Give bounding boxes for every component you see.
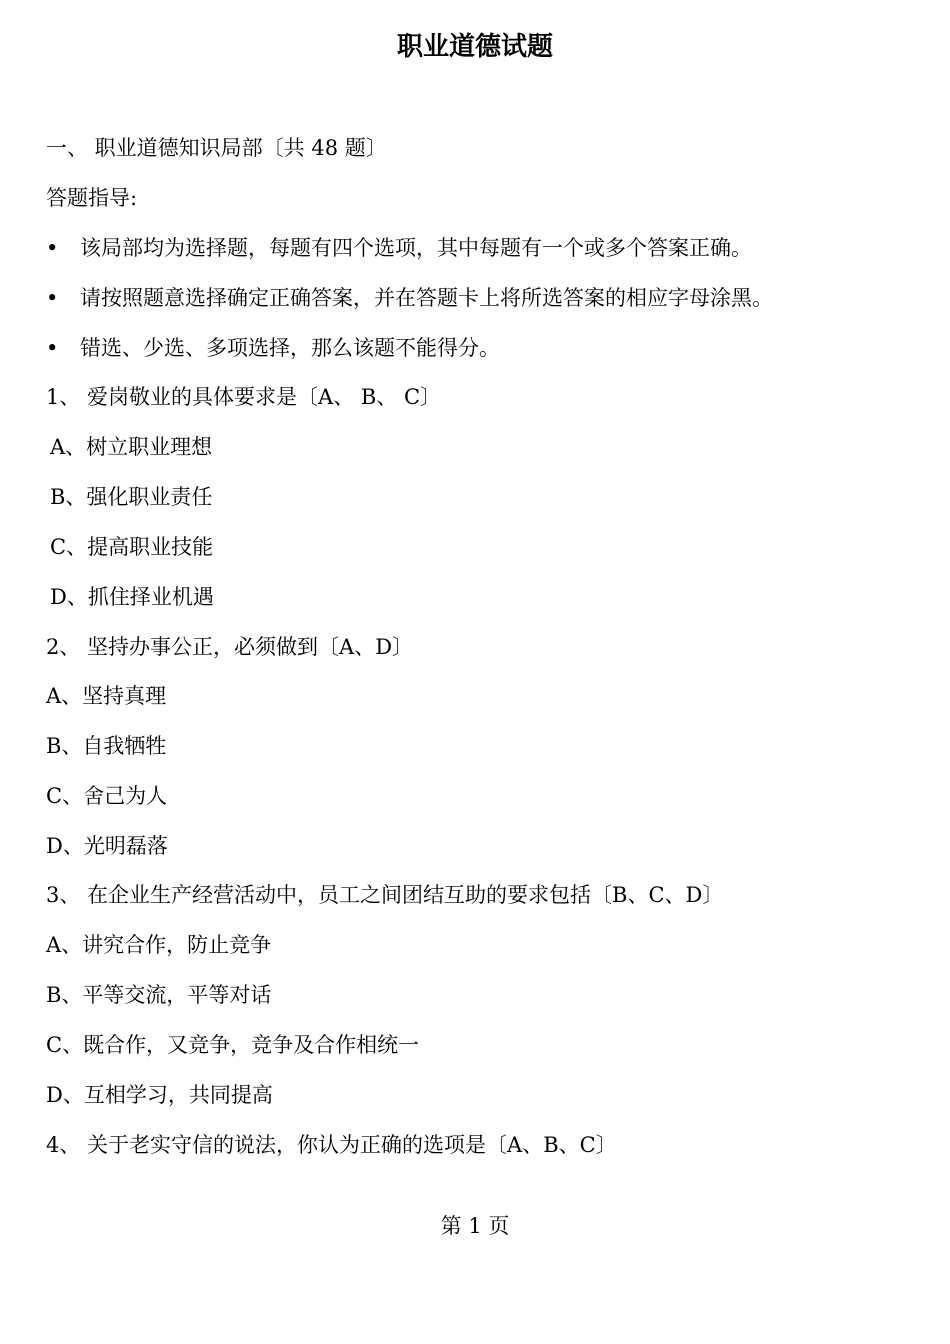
instruction-text: 该局部均为选择题，每题有四个选项，其中每题有一个或多个答案正确。	[80, 236, 752, 260]
instruction-item	[46, 234, 752, 262]
question-option: B、强化职业责任	[50, 485, 213, 509]
instructions-label: 答题指导:	[46, 186, 138, 210]
instruction-item	[46, 334, 500, 362]
question-stem: 4、 关于老实守信的说法，你认为正确的选项是〔A、B、C〕	[46, 1133, 617, 1157]
section-heading: 一、 职业道德知识局部〔共 48 题〕	[46, 136, 387, 160]
bullet-icon: •	[46, 236, 59, 260]
instruction-text: 请按照题意选择确定正确答案，并在答题卡上将所选答案的相应字母涂黑。	[80, 286, 773, 310]
question-option: D、互相学习，共同提高	[46, 1083, 273, 1107]
question-option: B、平等交流，平等对话	[46, 983, 272, 1007]
question-option: A、讲究合作，防止竞争	[46, 933, 272, 957]
question-option: C、舍己为人	[46, 784, 168, 808]
instruction-item	[46, 284, 773, 312]
question-option: D、抓住择业机遇	[50, 585, 214, 609]
question-stem: 1、 爱岗敬业的具体要求是〔A、 B、 C〕	[46, 385, 442, 409]
page-footer: 第 1 页	[440, 1214, 510, 1238]
question-stem: 2、 坚持办事公正，必须做到〔A、D〕	[46, 635, 414, 659]
bullet-icon: •	[46, 336, 59, 360]
instruction-text: 错选、少选、多项选择，那么该题不能得分。	[80, 336, 500, 360]
question-option: C、提高职业技能	[50, 535, 214, 559]
question-option: A、树立职业理想	[50, 435, 213, 459]
question-option: B、自我牺牲	[46, 734, 167, 758]
question-option: C、既合作，又竞争，竞争及合作相统一	[46, 1033, 420, 1057]
bullet-icon: •	[46, 286, 59, 310]
question-stem: 3、 在企业生产经营活动中，员工之间团结互助的要求包括〔B、C、D〕	[46, 883, 724, 907]
question-option: D、光明磊落	[46, 834, 168, 858]
page-title: 职业道德试题	[396, 32, 553, 62]
question-option: A、坚持真理	[46, 684, 167, 708]
